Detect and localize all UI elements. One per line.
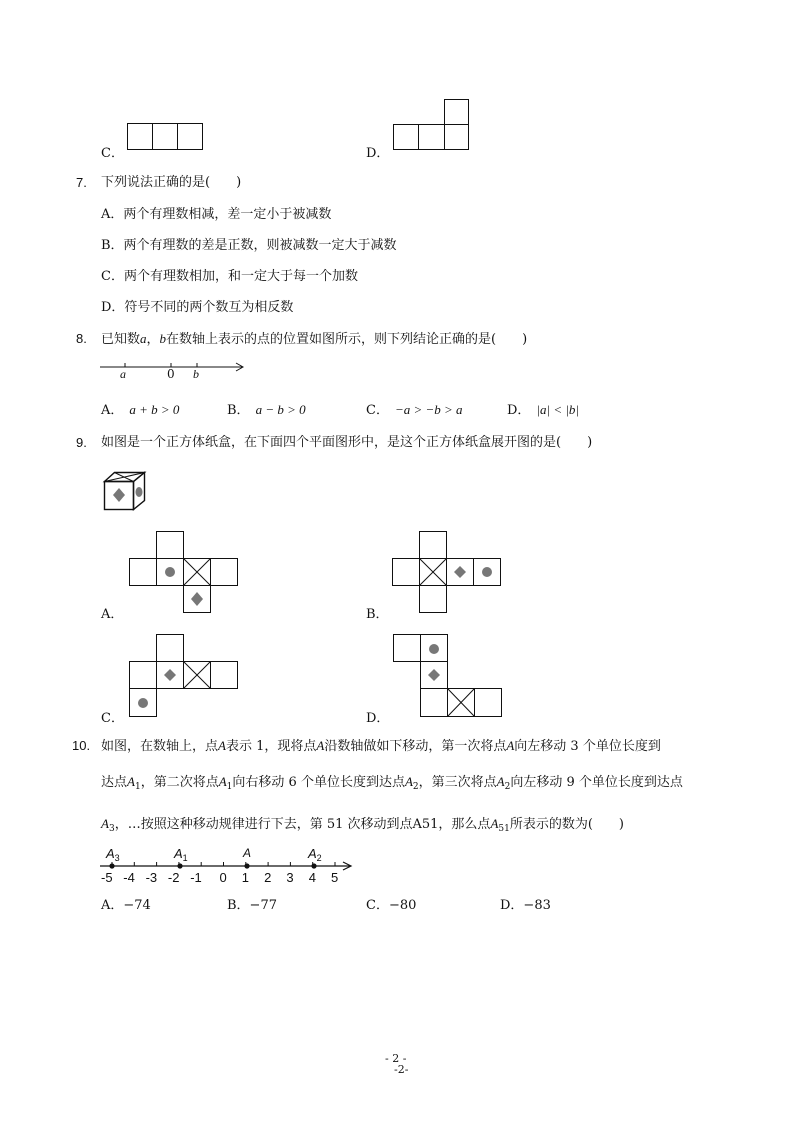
q10-option-a: A．−74	[101, 898, 151, 913]
q7-option-b: B．两个有理数的差是正数，则被减数一定大于减数	[101, 238, 397, 253]
q9-option-b-net	[392, 531, 504, 615]
q9-option-b-label: B．	[366, 607, 389, 622]
q10-tick-label: 4	[308, 870, 316, 885]
q9-cube-figure	[104, 472, 154, 514]
q6-option-d-figure	[393, 99, 473, 154]
q10-point-a1: $A_1$	[174, 846, 188, 863]
q9-option-a-net	[129, 531, 241, 615]
q10-point-a3: $A_3$	[106, 846, 120, 863]
q9-option-c-net	[129, 634, 241, 720]
q8-option-c: C． −a > −b > a	[366, 402, 463, 418]
q7-option-a: A．两个有理数相减，差一定小于被减数	[101, 207, 332, 222]
q8-option-b: B． a − b > 0	[227, 402, 306, 418]
q10-tick-label: -3	[145, 870, 158, 885]
page-number: - 2 -	[385, 1052, 407, 1065]
q10-point-a2: $A_2$	[308, 846, 322, 863]
q6-option-c-figure	[127, 123, 207, 153]
q7-option-d: D．符号不同的两个数互为相反数	[101, 300, 294, 315]
q10-tick-label: -5	[101, 870, 113, 885]
q10-point-a: A	[243, 846, 252, 860]
q10-tick-label: 2	[264, 870, 272, 885]
q10-tick-label: -4	[123, 870, 135, 885]
q10-line-1: 如图，在数轴上，点A表示 1，现将点A沿数轴做如下移动，第一次将点A向左移动 3 个单位长度到	[101, 738, 661, 754]
q9-stem: 如图是一个正方体纸盒，在下面四个平面图形中，是这个正方体纸盒展开图的是( )	[101, 435, 593, 450]
q9-option-c-label: C．	[101, 711, 124, 726]
q10-number: 10.	[72, 738, 91, 753]
q9-option-d-net	[393, 634, 505, 720]
q10-option-c: C．−80	[366, 898, 417, 913]
q8-axis-label-0: 0	[167, 367, 175, 381]
q8-option-a: A． a + b > 0	[101, 402, 180, 418]
q8-axis-label-a: a	[120, 367, 126, 381]
page-number-duplicate: -2-	[394, 1063, 409, 1076]
q7-option-c: C．两个有理数相加，和一定大于每一个加数	[101, 269, 358, 284]
q10-line-2: 达点$A_1$，第二次将点$A_1$向右移动 6 个单位长度到达点$A_2$，第三次将点$A_2$向左移动 9 个单位长度到达点	[101, 774, 683, 792]
q6-option-c-label: C．	[101, 146, 124, 161]
q9-option-d-label: D．	[366, 711, 390, 726]
q10-tick-label: 0	[219, 870, 227, 885]
q7-stem: 下列说法正确的是( )	[101, 175, 242, 190]
q8-number: 8.	[76, 331, 87, 346]
q6-option-d-label: D．	[366, 146, 390, 161]
q7-number: 7.	[76, 175, 87, 190]
q8-axis-label-b: b	[193, 367, 199, 381]
q10-tick-label: 5	[331, 870, 339, 885]
q9-option-a-label: A．	[101, 607, 124, 622]
q10-line-3: $A_3$，…按照这种移动规律进行下去，第 51 次移动到点A51，那么点$A_{51}$所表示的数为( )	[101, 816, 624, 834]
q10-tick-label: 3	[286, 870, 294, 885]
q10-tick-label: -2	[167, 870, 180, 885]
q10-option-d: D．−83	[500, 898, 551, 913]
q10-tick-label: -1	[190, 870, 202, 885]
q10-tick-label: 1	[241, 870, 250, 885]
q8-option-d: D． |a| < |b|	[507, 402, 580, 418]
q8-stem: 已知数a，b在数轴上表示的点的位置如图所示，则下列结论正确的是( )	[101, 331, 528, 347]
q10-option-b: B．−77	[227, 898, 277, 913]
q9-number: 9.	[76, 435, 87, 450]
